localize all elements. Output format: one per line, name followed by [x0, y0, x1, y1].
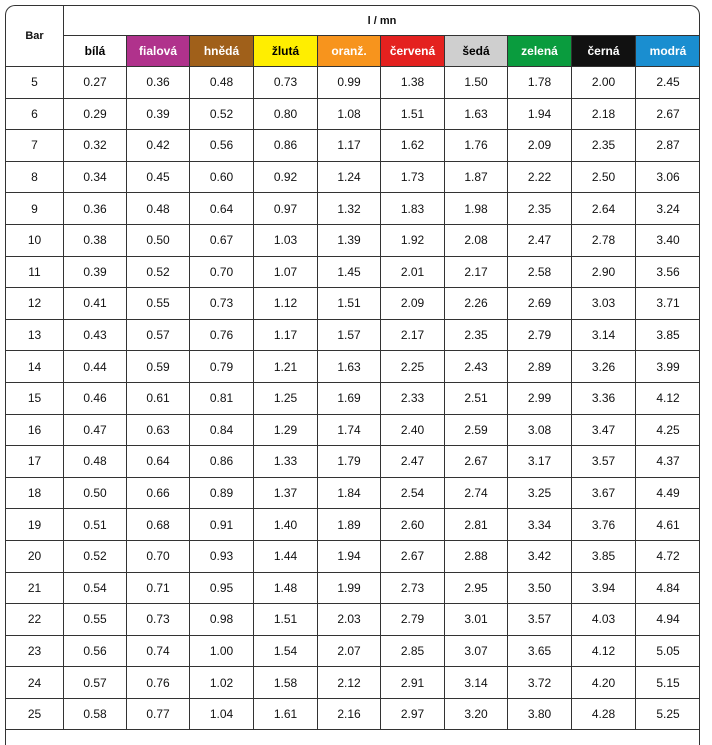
- flow-value-cell: 2.35: [445, 319, 508, 351]
- flow-value-cell: 1.44: [254, 540, 318, 572]
- flow-value-cell: 0.50: [127, 224, 190, 256]
- color-header-cell: fialová: [127, 36, 190, 67]
- flow-value-cell: 1.39: [318, 224, 381, 256]
- table-row: [6, 509, 701, 541]
- flow-value-cell: 1.38: [381, 67, 445, 99]
- flow-value-cell: 0.42: [127, 130, 190, 162]
- flow-value-cell: 2.69: [508, 288, 572, 320]
- bar-value-cell: 5: [6, 67, 64, 99]
- flow-value-cell: 2.91: [381, 667, 445, 699]
- flow-value-cell: 0.76: [190, 319, 254, 351]
- bar-value-cell: 10: [6, 224, 64, 256]
- flow-value-cell: 0.51: [64, 509, 127, 541]
- flow-value-cell: 2.97: [381, 698, 445, 730]
- flow-value-cell: 3.14: [572, 319, 636, 351]
- flow-value-cell: 3.57: [508, 604, 572, 636]
- table-row: [6, 382, 701, 414]
- bar-value-cell: 9: [6, 193, 64, 225]
- flow-value-cell: 1.76: [445, 130, 508, 162]
- flow-value-cell: 0.71: [127, 572, 190, 604]
- flow-value-cell: 3.94: [572, 572, 636, 604]
- flow-value-cell: 2.09: [508, 130, 572, 162]
- table-row: [6, 351, 701, 383]
- flow-value-cell: 0.48: [127, 193, 190, 225]
- flow-value-cell: 4.84: [636, 572, 701, 604]
- color-header-cell: žlutá: [254, 36, 318, 67]
- flow-value-cell: 2.67: [381, 540, 445, 572]
- flow-value-cell: 3.06: [636, 161, 701, 193]
- flow-value-cell: 1.17: [318, 130, 381, 162]
- flow-value-cell: 2.60: [381, 509, 445, 541]
- flow-value-cell: 4.20: [572, 667, 636, 699]
- flow-value-cell: 1.51: [318, 288, 381, 320]
- flow-value-cell: 1.37: [254, 477, 318, 509]
- flow-value-cell: 0.52: [190, 98, 254, 130]
- flow-value-cell: 2.74: [445, 477, 508, 509]
- flow-value-cell: 0.41: [64, 288, 127, 320]
- flow-value-cell: 0.99: [318, 67, 381, 99]
- color-header-cell: hnědá: [190, 36, 254, 67]
- color-header-cell: oranž.: [318, 36, 381, 67]
- table-row: [6, 130, 701, 162]
- color-header-cell: šedá: [445, 36, 508, 67]
- bar-value-cell: 13: [6, 319, 64, 351]
- flow-value-cell: 1.04: [190, 698, 254, 730]
- flow-value-cell: 5.15: [636, 667, 701, 699]
- flow-value-cell: 1.58: [254, 667, 318, 699]
- flow-value-cell: 0.81: [190, 382, 254, 414]
- flow-value-cell: 0.98: [190, 604, 254, 636]
- flow-value-cell: 1.98: [445, 193, 508, 225]
- flow-value-cell: 1.07: [254, 256, 318, 288]
- flow-value-cell: 3.42: [508, 540, 572, 572]
- flow-value-cell: 3.07: [445, 635, 508, 667]
- flow-value-cell: 1.51: [381, 98, 445, 130]
- flow-value-cell: 2.43: [445, 351, 508, 383]
- color-header-cell: modrá: [636, 36, 701, 67]
- table-row: [6, 98, 701, 130]
- flow-value-cell: 1.17: [254, 319, 318, 351]
- flow-value-cell: 5.05: [636, 635, 701, 667]
- flow-value-cell: 3.20: [445, 698, 508, 730]
- flow-value-cell: 4.25: [636, 414, 701, 446]
- flow-value-cell: 1.62: [381, 130, 445, 162]
- flow-value-cell: 0.55: [64, 604, 127, 636]
- flow-value-cell: 0.45: [127, 161, 190, 193]
- flow-value-cell: 1.73: [381, 161, 445, 193]
- flow-value-cell: 2.00: [572, 67, 636, 99]
- flow-value-cell: 2.88: [445, 540, 508, 572]
- flow-value-cell: 0.43: [64, 319, 127, 351]
- flow-value-cell: 0.56: [190, 130, 254, 162]
- flow-value-cell: 0.97: [254, 193, 318, 225]
- flow-value-cell: 3.56: [636, 256, 701, 288]
- flow-value-cell: 0.48: [64, 446, 127, 478]
- flow-value-cell: 1.48: [254, 572, 318, 604]
- flow-value-cell: 3.47: [572, 414, 636, 446]
- flow-value-cell: 0.76: [127, 667, 190, 699]
- flow-value-cell: 2.16: [318, 698, 381, 730]
- flow-value-cell: 2.01: [381, 256, 445, 288]
- flow-value-cell: 1.69: [318, 382, 381, 414]
- flow-value-cell: 2.51: [445, 382, 508, 414]
- bar-value-cell: 19: [6, 509, 64, 541]
- bar-value-cell: 23: [6, 635, 64, 667]
- flow-value-cell: 5.25: [636, 698, 701, 730]
- flow-value-cell: 0.52: [64, 540, 127, 572]
- flow-value-cell: 1.40: [254, 509, 318, 541]
- flow-value-cell: 2.67: [445, 446, 508, 478]
- flow-value-cell: 1.61: [254, 698, 318, 730]
- flow-value-cell: 0.56: [64, 635, 127, 667]
- flow-value-cell: 0.64: [127, 446, 190, 478]
- flow-value-cell: 0.34: [64, 161, 127, 193]
- flow-value-cell: 2.25: [381, 351, 445, 383]
- flow-value-cell: 2.26: [445, 288, 508, 320]
- flow-value-cell: 0.48: [190, 67, 254, 99]
- flow-value-cell: 4.12: [636, 382, 701, 414]
- flow-value-cell: 2.35: [508, 193, 572, 225]
- flow-value-cell: 3.85: [636, 319, 701, 351]
- flow-value-cell: 2.40: [381, 414, 445, 446]
- bar-value-cell: 21: [6, 572, 64, 604]
- flow-value-cell: 0.68: [127, 509, 190, 541]
- flow-value-cell: 0.54: [64, 572, 127, 604]
- flow-value-cell: 1.99: [318, 572, 381, 604]
- bar-value-cell: 7: [6, 130, 64, 162]
- flow-value-cell: 0.79: [190, 351, 254, 383]
- flow-value-cell: 2.17: [381, 319, 445, 351]
- flow-value-cell: 1.03: [254, 224, 318, 256]
- flow-value-cell: 0.27: [64, 67, 127, 99]
- flow-value-cell: 1.78: [508, 67, 572, 99]
- flow-value-cell: 0.73: [190, 288, 254, 320]
- flow-value-cell: 3.14: [445, 667, 508, 699]
- flow-value-cell: 1.12: [254, 288, 318, 320]
- flow-value-cell: 3.65: [508, 635, 572, 667]
- flow-value-cell: 0.70: [127, 540, 190, 572]
- flow-value-cell: 2.90: [572, 256, 636, 288]
- flow-value-cell: 2.47: [381, 446, 445, 478]
- flow-value-cell: 0.89: [190, 477, 254, 509]
- table-row: [6, 698, 701, 730]
- flow-value-cell: 3.03: [572, 288, 636, 320]
- flow-value-cell: 4.94: [636, 604, 701, 636]
- flow-value-cell: 0.77: [127, 698, 190, 730]
- table-row: [6, 193, 701, 225]
- flow-value-cell: 0.32: [64, 130, 127, 162]
- flow-value-cell: 1.54: [254, 635, 318, 667]
- bar-value-cell: 8: [6, 161, 64, 193]
- flow-rate-table: [5, 5, 700, 730]
- flow-value-cell: 2.79: [508, 319, 572, 351]
- flow-value-cell: 0.47: [64, 414, 127, 446]
- flow-value-cell: 2.78: [572, 224, 636, 256]
- flow-value-cell: 2.08: [445, 224, 508, 256]
- bar-value-cell: 25: [6, 698, 64, 730]
- flow-value-cell: 1.63: [445, 98, 508, 130]
- flow-value-cell: 1.84: [318, 477, 381, 509]
- table-row: [6, 540, 701, 572]
- flow-value-cell: 4.03: [572, 604, 636, 636]
- flow-value-cell: 0.39: [127, 98, 190, 130]
- flow-value-cell: 1.92: [381, 224, 445, 256]
- flow-value-cell: 2.12: [318, 667, 381, 699]
- flow-value-cell: 0.58: [64, 698, 127, 730]
- flow-value-cell: 2.79: [381, 604, 445, 636]
- flow-value-cell: 0.61: [127, 382, 190, 414]
- flow-value-cell: 1.50: [445, 67, 508, 99]
- flow-value-cell: 0.52: [127, 256, 190, 288]
- bar-value-cell: 17: [6, 446, 64, 478]
- bar-value-cell: 16: [6, 414, 64, 446]
- flow-value-cell: 0.95: [190, 572, 254, 604]
- flow-value-cell: 3.40: [636, 224, 701, 256]
- flow-value-cell: 0.57: [127, 319, 190, 351]
- flow-value-cell: 0.70: [190, 256, 254, 288]
- flow-value-cell: 0.86: [254, 130, 318, 162]
- bar-value-cell: 18: [6, 477, 64, 509]
- flow-value-cell: 2.89: [508, 351, 572, 383]
- flow-value-cell: 1.74: [318, 414, 381, 446]
- table-row: [6, 256, 701, 288]
- flow-value-cell: 1.24: [318, 161, 381, 193]
- flow-value-cell: 0.66: [127, 477, 190, 509]
- flow-value-cell: 0.44: [64, 351, 127, 383]
- flow-value-cell: 0.93: [190, 540, 254, 572]
- flow-value-cell: 0.36: [64, 193, 127, 225]
- flow-value-cell: 2.81: [445, 509, 508, 541]
- table-row: [6, 414, 701, 446]
- flow-value-cell: 1.89: [318, 509, 381, 541]
- table-row: [6, 224, 701, 256]
- bar-value-cell: 20: [6, 540, 64, 572]
- flow-value-cell: 0.57: [64, 667, 127, 699]
- flow-value-cell: 2.50: [572, 161, 636, 193]
- bar-value-cell: 11: [6, 256, 64, 288]
- flow-value-cell: 1.57: [318, 319, 381, 351]
- flow-value-cell: 2.03: [318, 604, 381, 636]
- flow-value-cell: 0.38: [64, 224, 127, 256]
- flow-value-cell: 4.72: [636, 540, 701, 572]
- flow-value-cell: 3.26: [572, 351, 636, 383]
- flow-value-cell: 2.45: [636, 67, 701, 99]
- flow-value-cell: 4.37: [636, 446, 701, 478]
- table-row: [6, 288, 701, 320]
- flow-value-cell: 1.00: [190, 635, 254, 667]
- flow-value-cell: 1.21: [254, 351, 318, 383]
- flow-value-cell: 2.33: [381, 382, 445, 414]
- color-header-row: [6, 36, 701, 67]
- table-row: [6, 667, 701, 699]
- flow-value-cell: 2.54: [381, 477, 445, 509]
- flow-value-cell: 3.85: [572, 540, 636, 572]
- bar-value-cell: 24: [6, 667, 64, 699]
- bar-value-cell: 6: [6, 98, 64, 130]
- flow-value-cell: 0.59: [127, 351, 190, 383]
- flow-value-cell: 0.91: [190, 509, 254, 541]
- flow-value-cell: 4.61: [636, 509, 701, 541]
- flow-value-cell: 2.59: [445, 414, 508, 446]
- color-header-cell: červená: [381, 36, 445, 67]
- bar-value-cell: 14: [6, 351, 64, 383]
- flow-value-cell: 0.74: [127, 635, 190, 667]
- flow-value-cell: 1.87: [445, 161, 508, 193]
- flow-value-cell: 0.46: [64, 382, 127, 414]
- table-row: [6, 67, 701, 99]
- flow-value-cell: 1.25: [254, 382, 318, 414]
- flow-value-cell: 1.94: [318, 540, 381, 572]
- table-row: [6, 635, 701, 667]
- flow-value-cell: 0.86: [190, 446, 254, 478]
- flow-value-cell: 3.71: [636, 288, 701, 320]
- flow-value-cell: 3.24: [636, 193, 701, 225]
- flow-value-cell: 3.34: [508, 509, 572, 541]
- bar-value-cell: 12: [6, 288, 64, 320]
- flow-value-cell: 0.63: [127, 414, 190, 446]
- flow-value-cell: 0.39: [64, 256, 127, 288]
- bar-column-header: Bar: [6, 6, 64, 67]
- flow-value-cell: 2.67: [636, 98, 701, 130]
- flow-value-cell: 2.87: [636, 130, 701, 162]
- flow-value-cell: 3.01: [445, 604, 508, 636]
- flow-value-cell: 2.09: [381, 288, 445, 320]
- color-header-cell: černá: [572, 36, 636, 67]
- flow-value-cell: 0.50: [64, 477, 127, 509]
- flow-value-cell: 3.57: [572, 446, 636, 478]
- table-row: [6, 572, 701, 604]
- flow-value-cell: 4.28: [572, 698, 636, 730]
- flow-value-cell: 1.63: [318, 351, 381, 383]
- flow-value-cell: 0.36: [127, 67, 190, 99]
- flow-value-cell: 3.99: [636, 351, 701, 383]
- flow-value-cell: 2.18: [572, 98, 636, 130]
- flow-value-cell: 2.22: [508, 161, 572, 193]
- flow-value-cell: 0.73: [254, 67, 318, 99]
- flow-value-cell: 3.80: [508, 698, 572, 730]
- flow-value-cell: 4.49: [636, 477, 701, 509]
- flow-value-cell: 0.55: [127, 288, 190, 320]
- flow-value-cell: 1.45: [318, 256, 381, 288]
- table-row: [6, 446, 701, 478]
- flow-table-frame: [5, 5, 700, 745]
- flow-value-cell: 2.58: [508, 256, 572, 288]
- bar-value-cell: 22: [6, 604, 64, 636]
- flow-unit-header: l / mn: [64, 6, 701, 36]
- table-row: [6, 477, 701, 509]
- flow-value-cell: 0.64: [190, 193, 254, 225]
- flow-value-cell: 1.94: [508, 98, 572, 130]
- flow-value-cell: 2.07: [318, 635, 381, 667]
- flow-value-cell: 3.50: [508, 572, 572, 604]
- flow-value-cell: 0.80: [254, 98, 318, 130]
- flow-value-cell: 1.51: [254, 604, 318, 636]
- flow-value-cell: 0.73: [127, 604, 190, 636]
- flow-value-cell: 2.17: [445, 256, 508, 288]
- flow-value-cell: 1.79: [318, 446, 381, 478]
- flow-value-cell: 2.99: [508, 382, 572, 414]
- flow-value-cell: 2.73: [381, 572, 445, 604]
- flow-value-cell: 3.72: [508, 667, 572, 699]
- flow-value-cell: 3.17: [508, 446, 572, 478]
- flow-value-cell: 3.08: [508, 414, 572, 446]
- flow-value-cell: 0.29: [64, 98, 127, 130]
- table-row: [6, 319, 701, 351]
- flow-value-cell: 3.36: [572, 382, 636, 414]
- flow-value-cell: 1.83: [381, 193, 445, 225]
- flow-value-cell: 2.47: [508, 224, 572, 256]
- flow-value-cell: 1.08: [318, 98, 381, 130]
- flow-value-cell: 1.29: [254, 414, 318, 446]
- table-row: [6, 604, 701, 636]
- flow-value-cell: 1.02: [190, 667, 254, 699]
- bar-value-cell: 15: [6, 382, 64, 414]
- flow-value-cell: 0.92: [254, 161, 318, 193]
- flow-value-cell: 3.76: [572, 509, 636, 541]
- flow-value-cell: 1.32: [318, 193, 381, 225]
- flow-value-cell: 0.60: [190, 161, 254, 193]
- flow-value-cell: 0.67: [190, 224, 254, 256]
- color-header-cell: bílá: [64, 36, 127, 67]
- flow-value-cell: 2.35: [572, 130, 636, 162]
- flow-value-cell: 2.85: [381, 635, 445, 667]
- flow-value-cell: 0.84: [190, 414, 254, 446]
- flow-value-cell: 1.33: [254, 446, 318, 478]
- flow-value-cell: 4.12: [572, 635, 636, 667]
- flow-value-cell: 2.64: [572, 193, 636, 225]
- color-header-cell: zelená: [508, 36, 572, 67]
- flow-value-cell: 2.95: [445, 572, 508, 604]
- table-row: [6, 161, 701, 193]
- table-body: [6, 67, 701, 730]
- flow-value-cell: 3.67: [572, 477, 636, 509]
- flow-value-cell: 3.25: [508, 477, 572, 509]
